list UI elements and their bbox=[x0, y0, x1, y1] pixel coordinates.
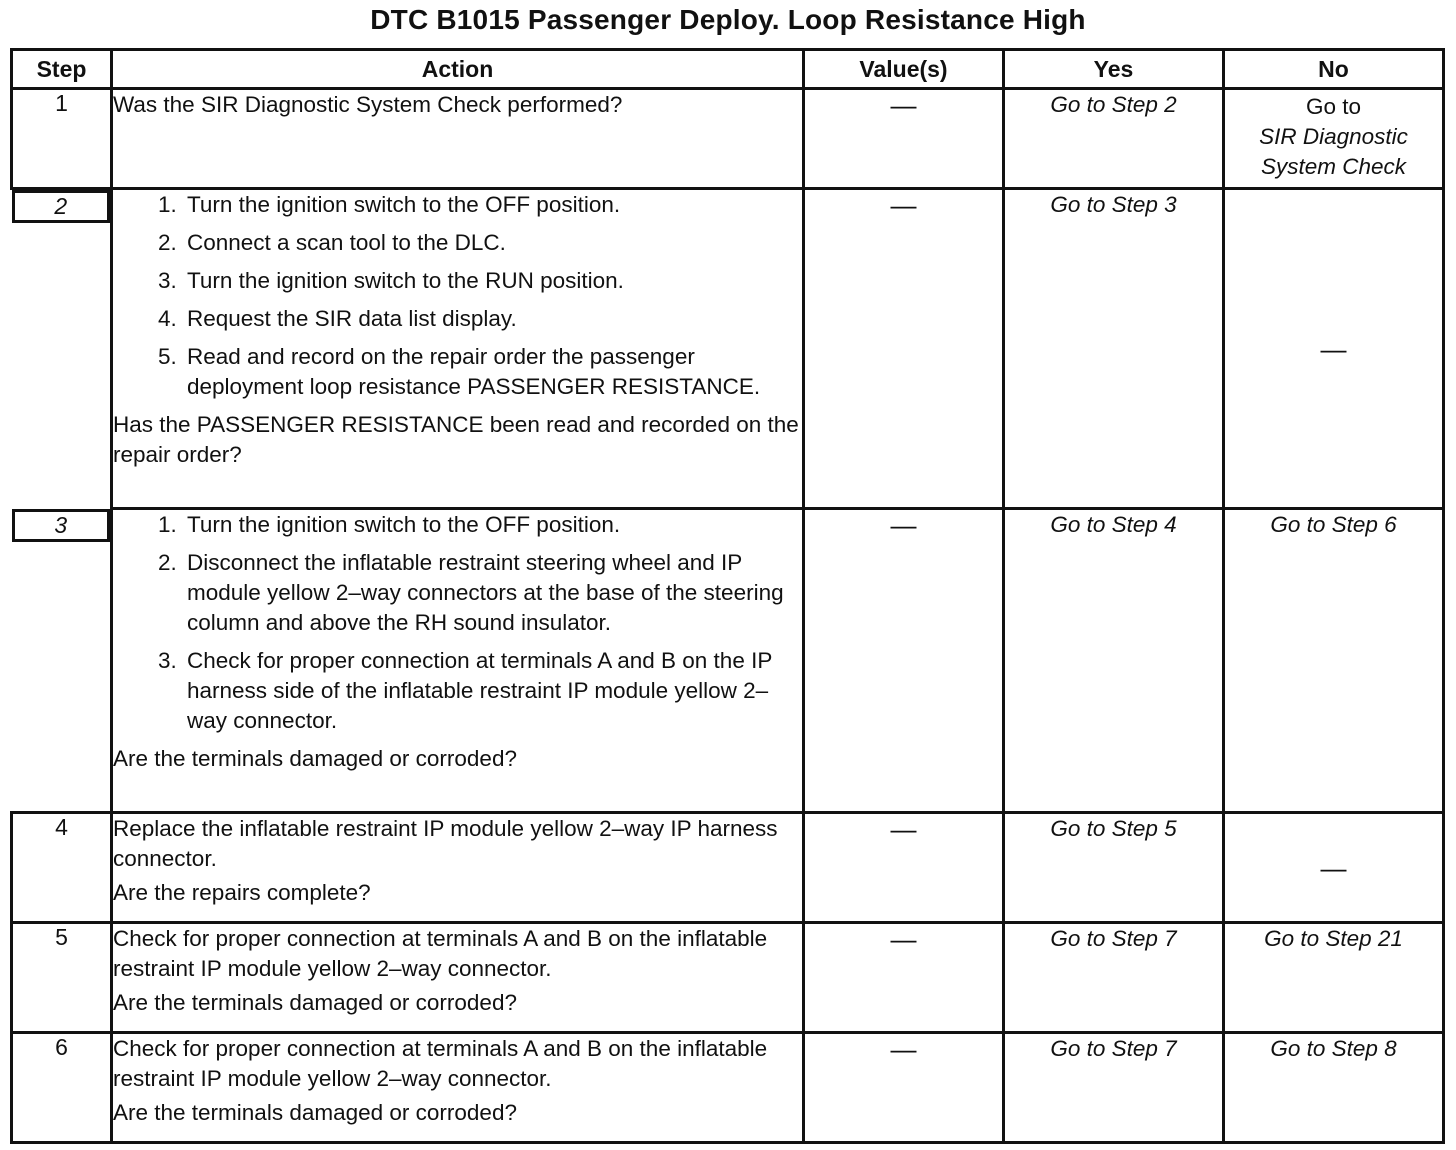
page-title: DTC B1015 Passenger Deploy. Loop Resistance High bbox=[370, 4, 1086, 35]
action-question: Are the repairs complete? bbox=[113, 880, 371, 905]
substep-item: 5. Read and record on the repair order the passenger deployment loop resistance PASSENGER RESISTANCE. bbox=[183, 342, 802, 402]
value-cell: — bbox=[804, 189, 1004, 509]
substep-list bbox=[113, 510, 802, 736]
substep-item: 2. Disconnect the inflatable restraint steering wheel and IP module yellow 2–way connectors at the base of the steering column and above the RH sound insulator. bbox=[183, 548, 802, 638]
yes-cell: Go to Step 7 bbox=[1004, 923, 1224, 1033]
substep-item: 1. Turn the ignition switch to the OFF position. bbox=[183, 510, 802, 540]
table-row-step-1 bbox=[12, 89, 1444, 189]
value-cell: — bbox=[804, 89, 1004, 189]
no-cell: — bbox=[1224, 813, 1444, 923]
action-cell bbox=[112, 813, 804, 923]
action-question: Are the terminals damaged or corroded? bbox=[113, 990, 517, 1015]
action-question: Are the terminals damaged or corroded? bbox=[113, 1100, 517, 1125]
yes-cell: Go to Step 5 bbox=[1004, 813, 1224, 923]
step-number: 6 bbox=[12, 1033, 112, 1143]
substep-item: 2. Connect a scan tool to the DLC. bbox=[183, 228, 802, 258]
header-row bbox=[12, 50, 1444, 89]
header-yes: Yes bbox=[1004, 50, 1224, 89]
table-row-step-2 bbox=[12, 189, 1444, 509]
step-number: 3 bbox=[12, 509, 111, 542]
action-question: Has the PASSENGER RESISTANCE been read and recorded on the repair order? bbox=[113, 412, 799, 467]
substep-item: 1. Turn the ignition switch to the OFF position. bbox=[183, 190, 802, 220]
header-no: No bbox=[1224, 50, 1444, 89]
step-number: 5 bbox=[12, 923, 112, 1033]
step-number: 2 bbox=[12, 190, 111, 223]
no-cell: Go to Step 8 bbox=[1224, 1033, 1444, 1143]
no-line-2: SIR Diagnostic bbox=[1259, 124, 1408, 149]
action-text: Was the SIR Diagnostic System Check performed? bbox=[113, 92, 623, 117]
yes-cell: Go to Step 4 bbox=[1004, 509, 1224, 813]
substep-item: 3. Turn the ignition switch to the RUN position. bbox=[183, 266, 802, 296]
value-cell: — bbox=[804, 509, 1004, 813]
action-cell bbox=[112, 89, 804, 189]
action-cell bbox=[112, 923, 804, 1033]
no-cell: Go to Step 6 bbox=[1224, 509, 1444, 813]
action-text: Check for proper connection at terminals A and B on the inflatable restraint IP module yellow 2–way connector. bbox=[113, 1036, 768, 1091]
diagnostic-table bbox=[10, 48, 1445, 1144]
no-cell: Go to Step 21 bbox=[1224, 923, 1444, 1033]
substep-list bbox=[113, 190, 802, 402]
no-cell: — bbox=[1224, 189, 1444, 509]
table-row-step-6 bbox=[12, 1033, 1444, 1143]
no-cell bbox=[1224, 89, 1444, 189]
no-line-1: Go to bbox=[1305, 94, 1362, 119]
yes-cell: Go to Step 2 bbox=[1004, 89, 1224, 189]
action-cell bbox=[112, 509, 804, 813]
action-text: Check for proper connection at terminals A and B on the inflatable restraint IP module yellow 2–way connector. bbox=[113, 926, 768, 981]
header-step: Step bbox=[12, 50, 112, 89]
table-row-step-4 bbox=[12, 813, 1444, 923]
no-line-3: System Check bbox=[1260, 154, 1407, 179]
action-cell bbox=[112, 189, 804, 509]
table-row-step-3 bbox=[12, 509, 1444, 813]
header-values: Value(s) bbox=[804, 50, 1004, 89]
step-number: 1 bbox=[12, 89, 112, 189]
substep-item: 4. Request the SIR data list display. bbox=[183, 304, 802, 334]
action-cell bbox=[112, 1033, 804, 1143]
value-cell: — bbox=[804, 923, 1004, 1033]
yes-cell: Go to Step 7 bbox=[1004, 1033, 1224, 1143]
table-row-step-5 bbox=[12, 923, 1444, 1033]
action-question: Are the terminals damaged or corroded? bbox=[113, 746, 517, 771]
action-text: Replace the inflatable restraint IP module yellow 2–way IP harness connector. bbox=[113, 816, 778, 871]
value-cell: — bbox=[804, 813, 1004, 923]
substep-item: 3. Check for proper connection at terminals A and B on the IP harness side of the inflatable restraint IP module yellow 2–way connector. bbox=[183, 646, 802, 736]
step-number: 4 bbox=[12, 813, 112, 923]
yes-cell: Go to Step 3 bbox=[1004, 189, 1224, 509]
value-cell: — bbox=[804, 1033, 1004, 1143]
header-action: Action bbox=[112, 50, 804, 89]
